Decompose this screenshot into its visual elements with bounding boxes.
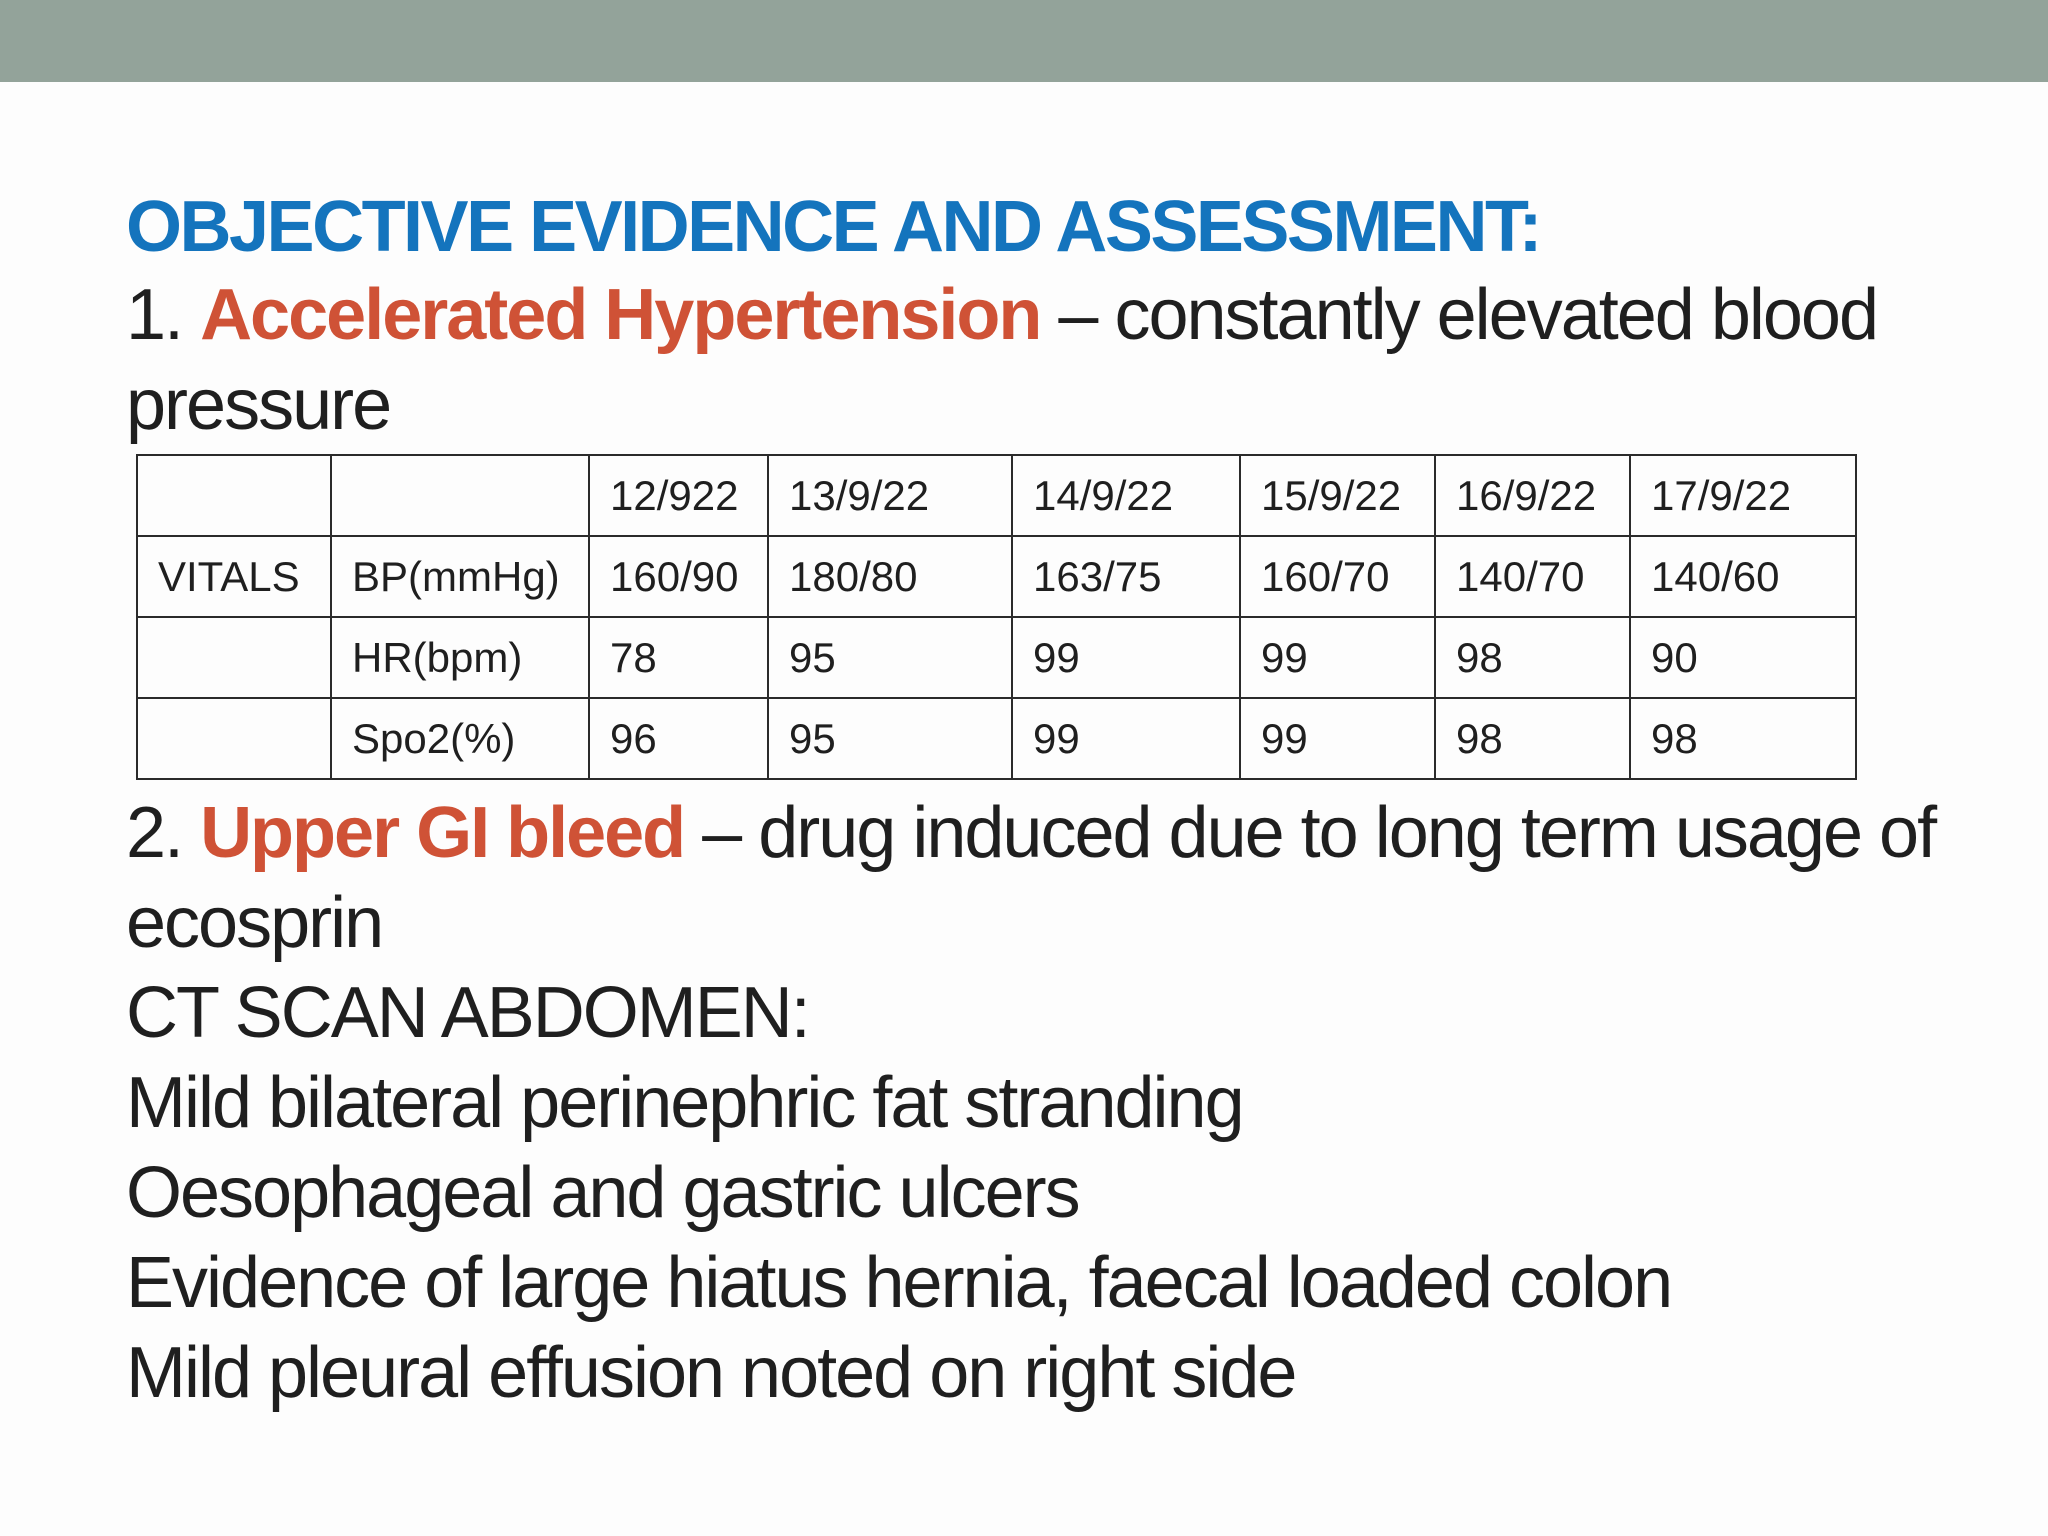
item-2-number: 2.	[126, 793, 201, 873]
table-cell: 16/9/22	[1435, 455, 1630, 536]
item-1-number: 1.	[126, 275, 201, 355]
item-2-description: – drug induced due to long term usage of ecosprin	[126, 793, 1936, 963]
table-row	[137, 536, 1856, 617]
table-cell: 98	[1435, 617, 1630, 698]
ct-scan-title: CT SCAN ABDOMEN:	[126, 973, 809, 1053]
table-cell: 95	[768, 617, 1012, 698]
ct-scan-section	[126, 968, 1976, 1418]
table-cell: 15/9/22	[1240, 455, 1435, 536]
table-cell: 13/9/22	[768, 455, 1012, 536]
slide-content	[126, 184, 1976, 1418]
table-cell	[137, 455, 331, 536]
ct-finding: Oesophageal and gastric ulcers	[126, 1153, 1079, 1233]
ct-finding: Mild pleural effusion noted on right side	[126, 1333, 1296, 1413]
vitals-table	[136, 454, 1857, 780]
table-cell: 140/70	[1435, 536, 1630, 617]
table-cell: 160/90	[589, 536, 768, 617]
table-cell: 96	[589, 698, 768, 779]
table-cell: 140/60	[1630, 536, 1856, 617]
item-1-title: Accelerated Hypertension	[200, 275, 1041, 355]
table-cell: 160/70	[1240, 536, 1435, 617]
table-cell: HR(bpm)	[331, 617, 589, 698]
ct-finding: Evidence of large hiatus hernia, faecal loaded colon	[126, 1243, 1672, 1323]
table-cell: 98	[1435, 698, 1630, 779]
item-2	[126, 788, 1976, 968]
table-cell: Spo2(%)	[331, 698, 589, 779]
table-header-row	[137, 455, 1856, 536]
table-cell: 98	[1630, 698, 1856, 779]
table-cell: 99	[1012, 617, 1240, 698]
table-cell	[137, 617, 331, 698]
table-row	[137, 698, 1856, 779]
slide-heading: OBJECTIVE EVIDENCE AND ASSESSMENT:	[126, 187, 1540, 267]
item-2-title: Upper GI bleed	[200, 793, 685, 873]
table-row	[137, 617, 1856, 698]
table-cell: 95	[768, 698, 1012, 779]
table-cell: 180/80	[768, 536, 1012, 617]
table-cell: 78	[589, 617, 768, 698]
table-cell: 163/75	[1012, 536, 1240, 617]
ct-finding: Mild bilateral perinephric fat stranding	[126, 1063, 1243, 1143]
table-cell: 99	[1012, 698, 1240, 779]
item-1-description: – constantly elevated blood pressure	[126, 275, 1878, 445]
table-cell: BP(mmHg)	[331, 536, 589, 617]
table-cell	[137, 698, 331, 779]
table-cell: 17/9/22	[1630, 455, 1856, 536]
table-cell: 90	[1630, 617, 1856, 698]
table-cell: 14/9/22	[1012, 455, 1240, 536]
table-cell: 99	[1240, 698, 1435, 779]
table-cell: 12/922	[589, 455, 768, 536]
table-cell: 99	[1240, 617, 1435, 698]
top-band	[0, 0, 2048, 82]
table-cell	[331, 455, 589, 536]
item-1	[126, 270, 1976, 450]
table-cell: VITALS	[137, 536, 331, 617]
